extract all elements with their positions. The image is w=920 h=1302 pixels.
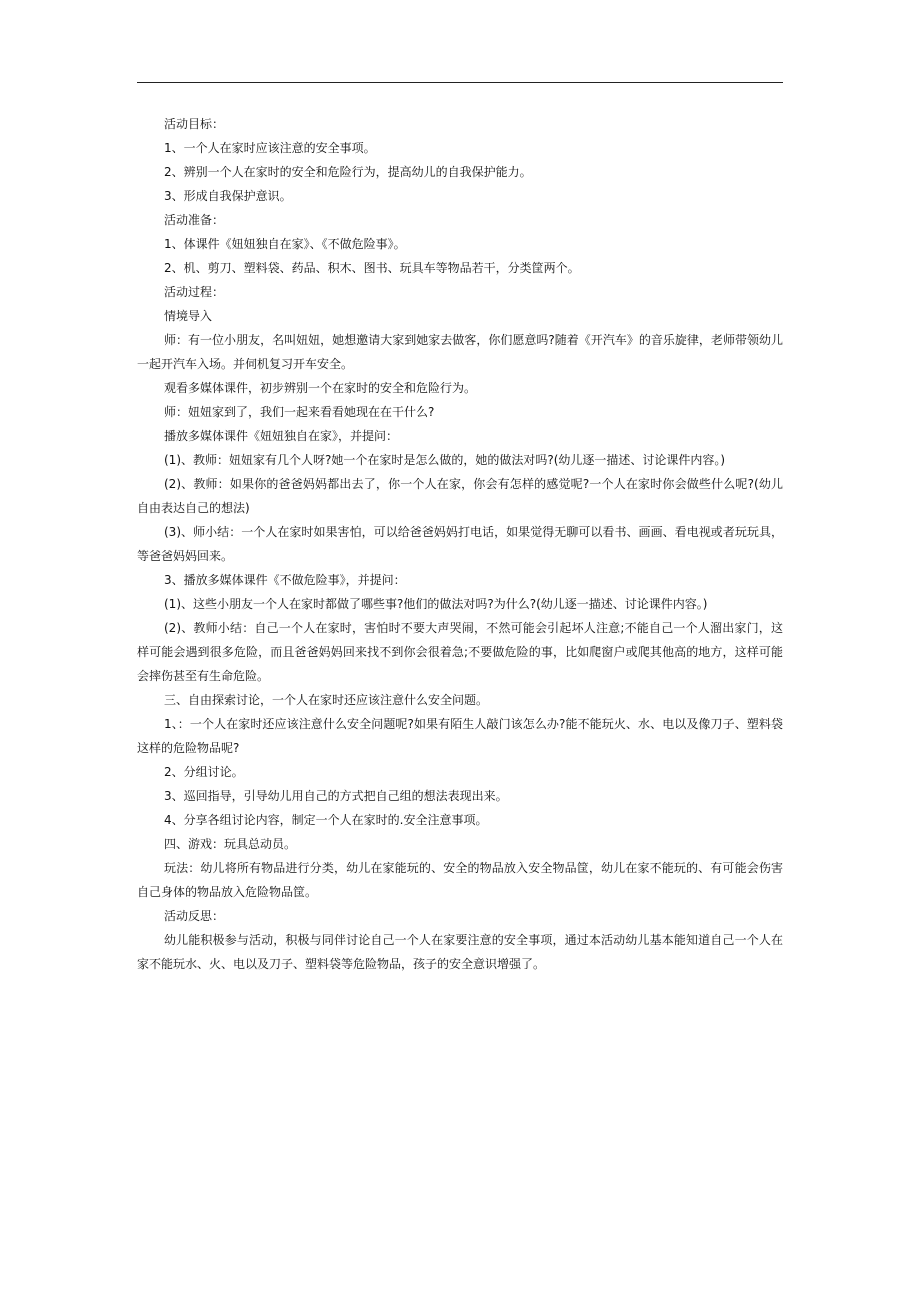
paragraph: 活动反思： [164,909,225,923]
paragraph: 师：有一位小朋友，名叫妞妞，她想邀请大家到她家去做客，你们愿意吗?随着《开汽车》的音乐旋律，老师带领幼儿一起开汽车入场。并伺机复习开车安全。 [137,333,783,371]
paragraph: 播放多媒体课件《妞妞独自在家》，并提问： [164,429,399,443]
document-body [137,112,783,976]
paragraph: (3)、师小结：一个人在家时如果害怕，可以给爸爸妈妈打电话，如果觉得无聊可以看书、画画、看电视或者玩玩具，等爸爸妈妈回来。 [137,525,783,563]
paragraph: 幼儿能积极参与活动，积极与同伴讨论自己一个人在家要注意的安全事项，通过本活动幼儿基本能知道自己一个人在家不能玩水、火、电以及刀子、塑料袋等危险物品，孩子的安全意识增强了。 [137,933,783,971]
paragraph: 活动目标： [164,117,225,131]
paragraph: (2)、教师小结：自己一个人在家时，害怕时不要大声哭闹，不然可能会引起坏人注意;不能自己一个人溜出家门，这样可能会遇到很多危险，而且爸爸妈妈回来找不到你会很着急;不要做危险的事，比如爬窗户或爬其他高的地方，这样可能会摔伤甚至有生命危险。 [137,621,783,683]
paragraph: (1)、这些小朋友一个人在家时都做了哪些事?他们的做法对吗?为什么?(幼儿逐一描述、讨论课件内容。) [164,597,708,611]
paragraph: 观看多媒体课件，初步辨别一个在家时的安全和危险行为。 [164,381,477,395]
header-rule [137,82,783,83]
paragraph: 活动过程： [164,285,225,299]
paragraph: 情境导入 [164,309,213,323]
paragraph: 三、自由探索讨论，一个人在家时还应该注意什么安全问题。 [164,693,489,707]
paragraph: 4、分享各组讨论内容，制定一个人在家时的.安全注意事项。 [164,813,488,827]
paragraph: 3、巡回指导，引导幼儿用自己的方式把自己组的想法表现出来。 [164,789,508,803]
paragraph: 活动准备： [164,213,225,227]
paragraph: 2、分组讨论。 [164,765,244,779]
paragraph: 1、：一个人在家时还应该注意什么安全问题呢?如果有陌生人敲门该怎么办?能不能玩火、水、电以及像刀子、塑料袋这样的危险物品呢? [137,717,783,755]
paragraph: 3、形成自我保护意识。 [164,189,292,203]
paragraph: 师：妞妞家到了，我们一起来看看她现在在干什么? [164,405,435,419]
paragraph: (2)、教师：如果你的爸爸妈妈都出去了，你一个人在家，你会有怎样的感觉呢?一个人在家时你会做些什么呢?(幼儿自由表达自己的想法) [137,477,783,515]
paragraph: 2、机、剪刀、塑料袋、药品、积木、图书、玩具车等物品若干，分类筐两个。 [164,261,580,275]
paragraph: 玩法：幼儿将所有物品进行分类，幼儿在家能玩的、安全的物品放入安全物品筐，幼儿在家不能玩的、有可能会伤害自己身体的物品放入危险物品筐。 [137,861,783,899]
paragraph: (1)、教师：妞妞家有几个人呀?她一个在家时是怎么做的，她的做法对吗?(幼儿逐一描述、讨论课件内容。) [164,453,726,467]
paragraph: 四、游戏：玩具总动员。 [164,837,297,851]
paragraph: 1、体课件《妞妞独自在家》、《不做危险事》。 [164,237,406,251]
paragraph: 3、播放多媒体课件《不做危险事》，并提问： [164,573,406,587]
paragraph: 2、辨别一个人在家时的安全和危险行为，提高幼儿的自我保护能力。 [164,165,532,179]
paragraph: 1、一个人在家时应该注意的安全事项。 [164,141,376,155]
